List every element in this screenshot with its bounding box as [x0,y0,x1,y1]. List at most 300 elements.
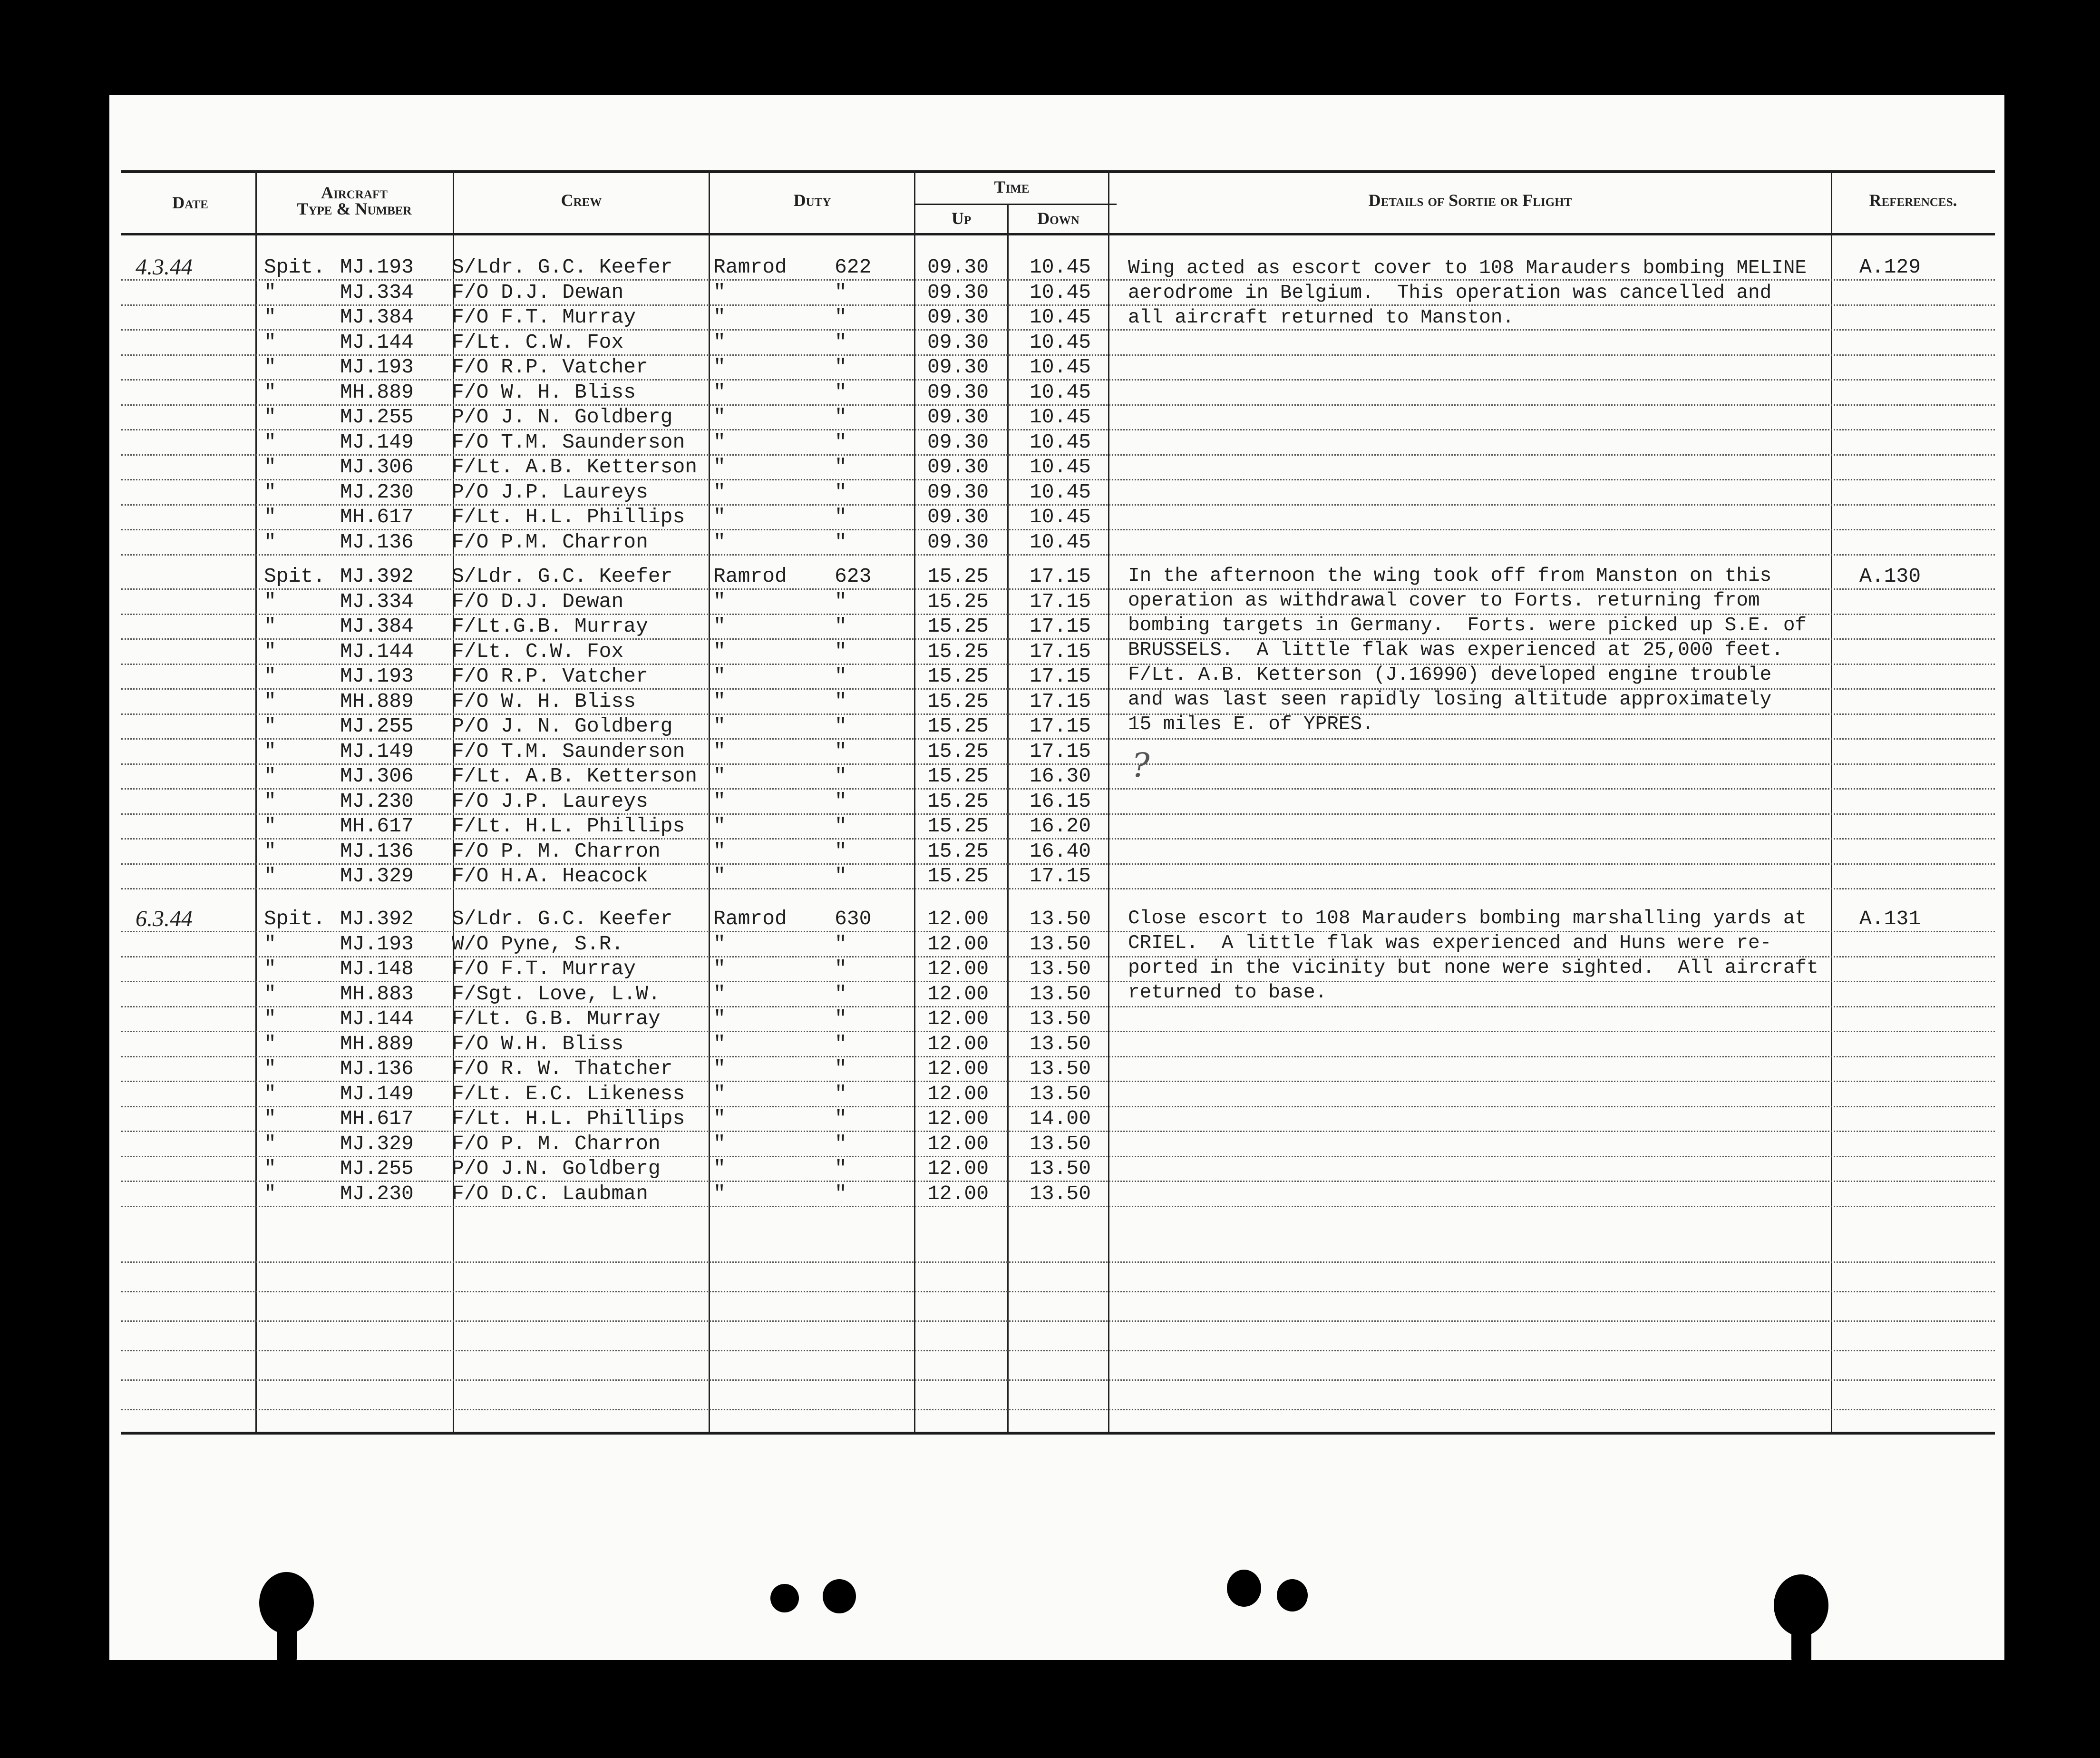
header-crew: Crew [561,191,602,210]
header-aircraft-line2: Type & Number [297,199,412,218]
binder-hole-right-stem [1791,1620,1811,1662]
time-up-cell: 12.00 [927,1157,989,1180]
time-down-cell: 17.15 [1030,664,1091,688]
crew-cell: F/Lt. A.B. Ketterson [452,455,698,479]
time-up-cell: 09.30 [927,480,989,504]
aircraft-serial-cell: MJ.306 [340,764,414,788]
time-down-cell: 16.40 [1030,839,1091,863]
time-down-cell: 10.45 [1030,255,1091,279]
aircraft-serial-cell: MJ.148 [340,957,414,980]
aircraft-type-cell: " [264,615,276,638]
crew-cell: F/Lt. G.B. Murray [452,1007,661,1030]
aircraft-type-cell: " [264,1107,276,1130]
crew-cell: F/Lt. H.L. Phillips [452,1107,685,1130]
duty-number-cell: " [835,982,847,1006]
time-down-cell: 17.15 [1030,639,1091,663]
duty-number-cell: " [835,814,847,838]
binder-hole-center-2 [823,1579,856,1613]
crew-cell: F/Lt. H.L. Phillips [452,814,685,838]
duty-cell: " [713,330,726,354]
time-down-cell: 13.50 [1030,1032,1091,1055]
duty-number-cell: " [835,455,847,479]
record-sheet [109,95,2004,1660]
time-down-cell: 17.15 [1030,689,1091,713]
aircraft-type-cell: " [264,739,276,763]
time-down-cell: 10.45 [1030,305,1091,329]
crew-cell: F/O P.M. Charron [452,530,648,554]
aircraft-serial-cell: MJ.230 [340,789,414,813]
aircraft-type-cell: " [264,982,276,1006]
duty-cell: Ramrod [713,907,787,930]
crew-cell: F/Sgt. Love, L.W. [452,982,661,1006]
duty-number-cell: " [835,1157,847,1180]
duty-number-cell: 622 [835,255,872,279]
binder-hole-left-stem [277,1617,297,1662]
duty-cell: " [713,689,726,713]
duty-cell: " [713,1107,726,1130]
aircraft-type-cell: " [264,405,276,429]
aircraft-serial-cell: MJ.149 [340,739,414,763]
aircraft-type-cell: " [264,689,276,713]
reference-cell: A.130 [1859,565,1921,588]
crew-cell: W/O Pyne, S.R. [452,932,624,956]
aircraft-type-cell: " [264,839,276,863]
duty-number-cell: " [835,639,847,663]
duty-cell: " [713,839,726,863]
duty-number-cell: " [835,280,847,304]
table-row [121,354,1995,381]
time-down-cell: 13.50 [1030,1182,1091,1205]
time-up-cell: 09.30 [927,255,989,279]
aircraft-serial-cell: MH.617 [340,505,414,528]
duty-number-cell: " [835,505,847,528]
duty-number-cell: " [835,1057,847,1080]
details-block-3: Close escort to 108 Marauders bombing marshalling yards at CRIEL. A little flak was experienced and Huns were re- ported in the vicinity but none were sighted. All aircraft returned to base. [1128,908,1818,1004]
aircraft-serial-cell: MJ.149 [340,1082,414,1105]
duty-number-cell: " [835,739,847,763]
time-up-cell: 09.30 [927,305,989,329]
binder-hole-center-1 [770,1584,799,1612]
crew-cell: F/O W.H. Bliss [452,1032,624,1055]
details-block-1: Wing acted as escort cover to 108 Marauders bombing MELINE aerodrome in Belgium. This operation was cancelled and all aircraft returned to Manston. [1128,257,1807,329]
duty-cell: Ramrod [713,255,787,279]
time-up-cell: 12.00 [927,982,989,1006]
duty-cell: " [713,305,726,329]
aircraft-type-cell: " [264,589,276,613]
duty-cell: " [713,664,726,688]
aircraft-serial-cell: MJ.392 [340,907,414,930]
table-row [121,1131,1995,1157]
handwritten-question-mark: ? [1132,746,1150,785]
aircraft-serial-cell: MJ.384 [340,305,414,329]
time-up-cell: 15.25 [927,789,989,813]
reference-cell: A.129 [1859,255,1921,279]
time-down-cell: 17.15 [1030,615,1091,638]
duty-cell: " [713,814,726,838]
aircraft-type-cell: " [264,380,276,404]
time-down-cell: 17.15 [1030,714,1091,738]
blank-row [121,1237,1995,1263]
binder-hole-center-4 [1277,1579,1308,1612]
aircraft-type-cell: Spit. [264,907,326,930]
table-row [121,504,1995,530]
table-row [121,789,1995,815]
aircraft-type-cell: " [264,639,276,663]
duty-number-cell: " [835,530,847,554]
aircraft-type-cell: Spit. [264,565,326,588]
time-down-cell: 14.00 [1030,1107,1091,1130]
time-up-cell: 15.25 [927,615,989,638]
aircraft-type-cell: " [264,714,276,738]
duty-cell: " [713,589,726,613]
duty-number-cell: " [835,1132,847,1155]
duty-number-cell: " [835,689,847,713]
time-down-cell: 13.50 [1030,932,1091,956]
time-up-cell: 15.25 [927,714,989,738]
duty-number-cell: " [835,839,847,863]
blank-row [121,1325,1995,1351]
duty-cell: " [713,932,726,956]
duty-cell: " [713,639,726,663]
duty-number-cell: " [835,480,847,504]
crew-cell: P/O J.P. Laureys [452,480,648,504]
duty-number-cell: " [835,330,847,354]
duty-cell: " [713,355,726,379]
duty-cell: " [713,1032,726,1055]
time-up-cell: 12.00 [927,1032,989,1055]
blank-row [121,1355,1995,1381]
aircraft-serial-cell: MJ.230 [340,480,414,504]
crew-cell: F/O H.A. Heacock [452,864,648,888]
time-down-cell: 16.20 [1030,814,1091,838]
time-up-cell: 12.00 [927,1082,989,1105]
crew-cell: F/Lt.G.B. Murray [452,615,648,638]
crew-cell: F/Lt. C.W. Fox [452,639,624,663]
table-row [121,739,1995,765]
time-up-cell: 12.00 [927,907,989,930]
aircraft-serial-cell: MJ.136 [340,1057,414,1080]
crew-cell: F/O J.P. Laureys [452,789,648,813]
aircraft-type-cell: " [264,1182,276,1205]
table-row [121,1156,1995,1182]
crew-cell: F/O F.T. Murray [452,305,636,329]
aircraft-type-cell: " [264,1057,276,1080]
duty-number-cell: " [835,1032,847,1055]
aircraft-type-cell: " [264,455,276,479]
time-down-cell: 17.15 [1030,864,1091,888]
time-down-cell: 16.30 [1030,764,1091,788]
time-down-cell: 13.50 [1030,907,1091,930]
date-cell: 4.3.44 [136,254,193,280]
aircraft-type-cell: " [264,330,276,354]
aircraft-serial-cell: MJ.136 [340,530,414,554]
duty-number-cell: 623 [835,565,872,588]
duty-number-cell: " [835,1007,847,1030]
duty-cell: " [713,1132,726,1155]
table-row [121,479,1995,506]
time-up-cell: 09.30 [927,505,989,528]
table-row [121,763,1995,790]
aircraft-serial-cell: MH.617 [340,814,414,838]
aircraft-serial-cell: MJ.193 [340,355,414,379]
crew-cell: P/O J. N. Goldberg [452,714,673,738]
time-down-cell: 10.45 [1030,430,1091,454]
duty-number-cell: " [835,664,847,688]
duty-cell: " [713,530,726,554]
table-row [121,839,1995,865]
crew-cell: F/O P. M. Charron [452,839,661,863]
crew-cell: F/O D.J. Dewan [452,280,624,304]
aircraft-serial-cell: MJ.255 [340,1157,414,1180]
time-up-cell: 09.30 [927,330,989,354]
header-duty: Duty [793,191,831,210]
reference-cell: A.131 [1859,907,1921,930]
duty-cell: " [713,864,726,888]
time-up-cell: 15.25 [927,814,989,838]
table-row [121,380,1995,406]
crew-cell: S/Ldr. G.C. Keefer [452,565,673,588]
aircraft-type-cell: " [264,864,276,888]
aircraft-type-cell: " [264,1132,276,1155]
aircraft-serial-cell: MJ.384 [340,615,414,638]
aircraft-serial-cell: MH.889 [340,689,414,713]
aircraft-serial-cell: MJ.149 [340,430,414,454]
table-row [121,330,1995,356]
crew-cell: F/O T.M. Saunderson [452,430,685,454]
table-row [121,529,1995,556]
aircraft-type-cell: " [264,1157,276,1180]
aircraft-serial-cell: MJ.329 [340,864,414,888]
time-down-cell: 10.45 [1030,455,1091,479]
time-up-cell: 09.30 [927,380,989,404]
time-down-cell: 10.45 [1030,355,1091,379]
header-down: Down [1037,209,1079,228]
time-down-cell: 16.15 [1030,789,1091,813]
aircraft-type-cell: " [264,530,276,554]
table-row [121,454,1995,480]
aircraft-serial-cell: MJ.193 [340,255,414,279]
table-row [121,404,1995,430]
header-aircraft-line1: Aircraft [321,183,388,202]
crew-cell: F/O F.T. Murray [452,957,636,980]
top-rule [121,170,1995,173]
duty-cell: " [713,380,726,404]
duty-cell: Ramrod [713,565,787,588]
blank-row [121,1296,1995,1322]
time-up-cell: 15.25 [927,839,989,863]
crew-cell: P/O J.N. Goldberg [452,1157,661,1180]
duty-cell: " [713,1007,726,1030]
duty-number-cell: " [835,305,847,329]
duty-number-cell: " [835,932,847,956]
aircraft-type-cell: " [264,505,276,528]
time-up-cell: 15.25 [927,565,989,588]
crew-cell: F/O R.P. Vatcher [452,664,648,688]
aircraft-serial-cell: MH.883 [340,982,414,1006]
time-down-cell: 13.50 [1030,1007,1091,1030]
duty-cell: " [713,455,726,479]
aircraft-serial-cell: MJ.306 [340,455,414,479]
aircraft-type-cell: " [264,932,276,956]
crew-cell: F/Lt. H.L. Phillips [452,505,685,528]
duty-cell: " [713,1157,726,1180]
crew-cell: F/O T.M. Saunderson [452,739,685,763]
time-up-cell: 09.30 [927,405,989,429]
duty-number-cell: " [835,380,847,404]
crew-cell: F/O R.P. Vatcher [452,355,648,379]
crew-cell: F/O D.J. Dewan [452,589,624,613]
aircraft-type-cell: " [264,957,276,980]
time-up-cell: 09.30 [927,455,989,479]
table-row [121,1056,1995,1082]
duty-cell: " [713,1057,726,1080]
duty-cell: " [713,615,726,638]
aircraft-type-cell: " [264,1007,276,1030]
aircraft-serial-cell: MJ.255 [340,714,414,738]
time-down-cell: 10.45 [1030,380,1091,404]
time-down-cell: 10.45 [1030,505,1091,528]
duty-number-cell: " [835,1107,847,1130]
aircraft-serial-cell: MJ.144 [340,330,414,354]
crew-cell: F/O W. H. Bliss [452,689,636,713]
crew-cell: P/O J. N. Goldberg [452,405,673,429]
time-down-cell: 10.45 [1030,530,1091,554]
time-up-cell: 09.30 [927,355,989,379]
table-row [121,813,1995,840]
aircraft-type-cell: " [264,789,276,813]
blank-row [121,1384,1995,1410]
duty-number-cell: " [835,1082,847,1105]
aircraft-serial-cell: MJ.193 [340,932,414,956]
time-down-cell: 10.45 [1030,330,1091,354]
crew-cell: F/Lt. A.B. Ketterson [452,764,698,788]
aircraft-type-cell: " [264,305,276,329]
header-details: Details of Sortie or Flight [1368,191,1572,210]
duty-number-cell: " [835,430,847,454]
aircraft-type-cell: " [264,1032,276,1055]
duty-number-cell: " [835,405,847,429]
duty-cell: " [713,405,726,429]
aircraft-serial-cell: MJ.329 [340,1132,414,1155]
crew-cell: F/O D.C. Laubman [452,1182,648,1205]
duty-number-cell: " [835,615,847,638]
date-cell: 6.3.44 [136,906,193,931]
time-up-cell: 12.00 [927,1107,989,1130]
table-row [121,1006,1995,1032]
aircraft-type-cell: " [264,430,276,454]
time-up-cell: 12.00 [927,957,989,980]
blank-row [121,1266,1995,1292]
time-up-cell: 15.25 [927,764,989,788]
time-subrule [914,204,1117,205]
time-down-cell: 13.50 [1030,1132,1091,1155]
duty-number-cell: " [835,714,847,738]
duty-number-cell: " [835,957,847,980]
time-down-cell: 13.50 [1030,1057,1091,1080]
header-aircraft [257,185,452,217]
duty-cell: " [713,957,726,980]
time-down-cell: 17.15 [1030,589,1091,613]
aircraft-serial-cell: MJ.193 [340,664,414,688]
duty-cell: " [713,739,726,763]
table-row [121,430,1995,456]
time-down-cell: 13.50 [1030,957,1091,980]
header-up: Up [951,209,972,228]
duty-cell: " [713,764,726,788]
header-date: Date [172,193,208,212]
time-up-cell: 15.25 [927,664,989,688]
time-up-cell: 09.30 [927,280,989,304]
crew-cell: S/Ldr. G.C. Keefer [452,907,673,930]
table-row [121,1106,1995,1132]
aircraft-type-cell: " [264,814,276,838]
time-up-cell: 12.00 [927,932,989,956]
duty-cell: " [713,480,726,504]
table-row [121,1181,1995,1207]
crew-cell: F/Lt. E.C. Likeness [452,1082,685,1105]
duty-number-cell: " [835,764,847,788]
crew-cell: F/O R. W. Thatcher [452,1057,673,1080]
time-up-cell: 15.25 [927,589,989,613]
crew-cell: F/O P. M. Charron [452,1132,661,1155]
binder-hole-center-3 [1227,1570,1261,1607]
table-row [121,1031,1995,1057]
aircraft-type-cell: " [264,480,276,504]
crew-cell: F/O W. H. Bliss [452,380,636,404]
aircraft-serial-cell: MJ.230 [340,1182,414,1205]
time-up-cell: 12.00 [927,1007,989,1030]
duty-cell: " [713,789,726,813]
time-up-cell: 09.30 [927,430,989,454]
duty-cell: " [713,505,726,528]
table-row [121,1081,1995,1107]
bottom-rule [121,1432,1995,1435]
table-row [121,863,1995,889]
time-down-cell: 17.15 [1030,565,1091,588]
time-down-cell: 10.45 [1030,480,1091,504]
duty-cell: " [713,714,726,738]
aircraft-serial-cell: MH.889 [340,380,414,404]
aircraft-type-cell: " [264,764,276,788]
aircraft-serial-cell: MJ.136 [340,839,414,863]
aircraft-serial-cell: MJ.334 [340,280,414,304]
time-up-cell: 15.25 [927,864,989,888]
duty-number-cell: " [835,589,847,613]
aircraft-serial-cell: MH.889 [340,1032,414,1055]
aircraft-serial-cell: MH.617 [340,1107,414,1130]
time-up-cell: 15.25 [927,689,989,713]
duty-cell: " [713,280,726,304]
aircraft-serial-cell: MJ.392 [340,565,414,588]
details-block-2: In the afternoon the wing took off from Manston on this operation as withdrawal cover to Forts. returning from bombing targets in Germany. Forts. were picked up S.E. of BRUSSELS. A little flak was experienced at 25,000 feet. F/Lt. A.B. Ketterson (J.16990) developed engine trouble and was last seen rapidly losing altitude approximately 15 miles E. of YPRES. [1128,565,1807,735]
aircraft-type-cell: " [264,355,276,379]
aircraft-type-cell: " [264,1082,276,1105]
duty-number-cell: " [835,789,847,813]
aircraft-serial-cell: MJ.255 [340,405,414,429]
crew-cell: S/Ldr. G.C. Keefer [452,255,673,279]
duty-number-cell: " [835,864,847,888]
time-down-cell: 17.15 [1030,739,1091,763]
aircraft-serial-cell: MJ.144 [340,1007,414,1030]
time-up-cell: 12.00 [927,1182,989,1205]
time-down-cell: 10.45 [1030,405,1091,429]
time-up-cell: 15.25 [927,739,989,763]
time-down-cell: 13.50 [1030,982,1091,1006]
header-rule [121,233,1995,235]
time-up-cell: 09.30 [927,530,989,554]
duty-cell: " [713,1182,726,1205]
header-time: Time [994,177,1030,196]
